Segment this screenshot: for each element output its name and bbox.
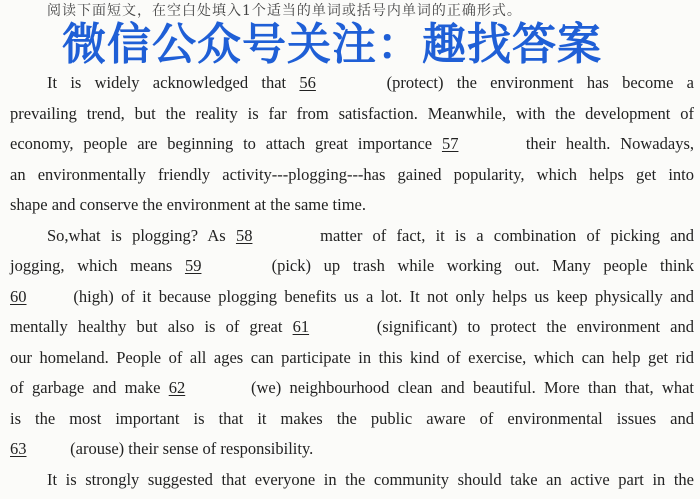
text-line xyxy=(10,286,694,308)
line-text: It is strongly suggested that everyone in the community should take an active part in the xyxy=(47,469,694,489)
line-text: prevailing trend, but the reality is far from satisfaction. Meanwhile, with the development of xyxy=(10,103,694,123)
text-line xyxy=(10,255,694,277)
text-line xyxy=(10,164,694,186)
line-text: So,what is plogging? As xyxy=(47,225,236,245)
answer-blank[interactable]: 61 xyxy=(292,317,310,336)
answer-blank[interactable]: 57 xyxy=(441,134,459,153)
text-line xyxy=(10,408,694,430)
answer-blank[interactable]: 59 xyxy=(184,256,202,275)
text-line xyxy=(10,316,694,338)
line-text: economy, people are beginning to attach great importance xyxy=(10,134,442,153)
line-text: (arouse) their sense of responsibility. xyxy=(66,439,314,458)
line-text: (we) neighbourhood clean and beautiful. More than that, what xyxy=(242,378,694,397)
line-text: an environmentally friendly activity---plogging---has gained popularity, which helps get into xyxy=(10,164,694,184)
text-line xyxy=(10,103,694,125)
line-text: of garbage and make xyxy=(10,378,169,397)
line-text: It is widely acknowledged that xyxy=(47,73,300,92)
text-line xyxy=(47,225,694,247)
line-text: their health. Nowadays, xyxy=(515,134,694,153)
line-text: (significant) to protect the environment and xyxy=(366,317,694,336)
text-line xyxy=(10,133,694,155)
line-text: is the most important is that it makes the public aware of environmental issues and xyxy=(10,408,694,428)
line-text: shape and conserve the environment at the same time. xyxy=(10,195,366,214)
text-line xyxy=(10,438,694,460)
line-text: (pick) up trash while working out. Many people think xyxy=(258,256,694,275)
text-line xyxy=(10,347,694,369)
text-line xyxy=(47,469,694,491)
answer-blank[interactable]: 62 xyxy=(168,378,186,397)
answer-blank[interactable]: 58 xyxy=(235,225,253,245)
line-text: jogging, which means xyxy=(10,256,185,275)
line-text: our homeland. People of all ages can participate in this kind of exercise, which can help get rid xyxy=(10,347,694,367)
answer-blank[interactable]: 63 xyxy=(10,439,27,458)
answer-blank[interactable]: 60 xyxy=(10,286,27,306)
text-line xyxy=(47,72,694,94)
line-text: (high) of it because plogging benefits us a lot. It not only helps us keep physically and xyxy=(66,286,694,306)
text-line xyxy=(10,377,694,399)
instruction-text: 阅读下面短文，在空白处填入1个适当的单词或括号内单词的正确形式。 xyxy=(47,3,522,19)
line-text: matter of fact, it is a combination of picking and xyxy=(309,225,694,245)
text-line xyxy=(10,194,694,216)
line-text: (protect) the environment has become a xyxy=(373,73,694,92)
line-text: mentally healthy but also is of great xyxy=(10,317,293,336)
watermark: 微信公众号关注：趣找答案 xyxy=(62,19,602,70)
answer-blank[interactable]: 56 xyxy=(299,73,316,92)
